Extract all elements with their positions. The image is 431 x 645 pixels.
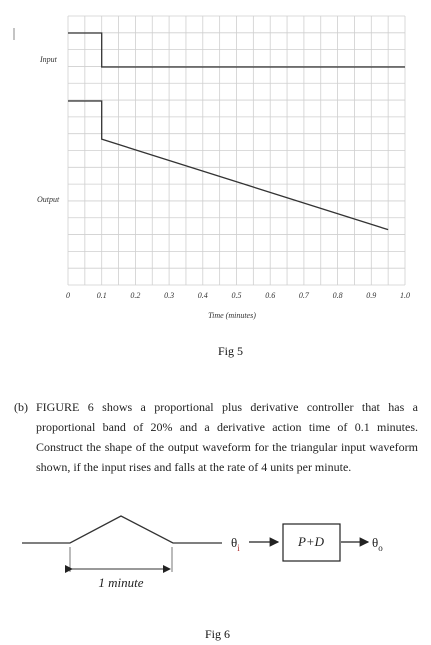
question-b (14, 397, 418, 477)
x-tick-labels (66, 291, 410, 300)
output-axis-label: Output (37, 195, 60, 204)
x-axis-label: Time (minutes) (208, 311, 256, 320)
chart-grid (68, 16, 405, 285)
theta-o-symbol: $\theta_o$ (372, 535, 383, 553)
x-tick-label: 0.8 (332, 291, 343, 300)
fig6-diagram (0, 500, 431, 600)
fig5-caption: Fig 5 (218, 344, 244, 358)
fig6-caption: Fig 6 (205, 627, 231, 641)
triangular-input-waveform (22, 516, 222, 543)
x-tick-label: 0.9 (366, 291, 377, 300)
pd-block-label: P+D (297, 534, 325, 549)
duration-label: 1 minute (98, 575, 144, 590)
x-tick-label: 0.6 (265, 291, 276, 300)
x-tick-label: 0.5 (231, 291, 242, 300)
x-tick-label: 0.7 (298, 291, 309, 300)
x-tick-label: 0.2 (130, 291, 141, 300)
x-tick-label: 0.1 (96, 291, 107, 300)
x-tick-label: 0 (66, 291, 70, 300)
theta-i-symbol: $\theta_i$ (231, 535, 240, 553)
question-text: FIGURE 6 shows a proportional plus derivative controller that has a proportional band of 20% and a derivative action time of 0.1 minutes. Construct the shape of the output waveform for the triangular input waveform shown, if the input rises and falls at the rate of 4 units per minute. (36, 400, 418, 474)
input-axis-label: Input (40, 55, 57, 64)
x-tick-label: 0.3 (164, 291, 175, 300)
x-tick-label: 0.4 (197, 291, 208, 300)
question-label: (b) (14, 400, 28, 414)
x-tick-label: 1.0 (400, 291, 410, 300)
output-series-line (68, 101, 388, 230)
